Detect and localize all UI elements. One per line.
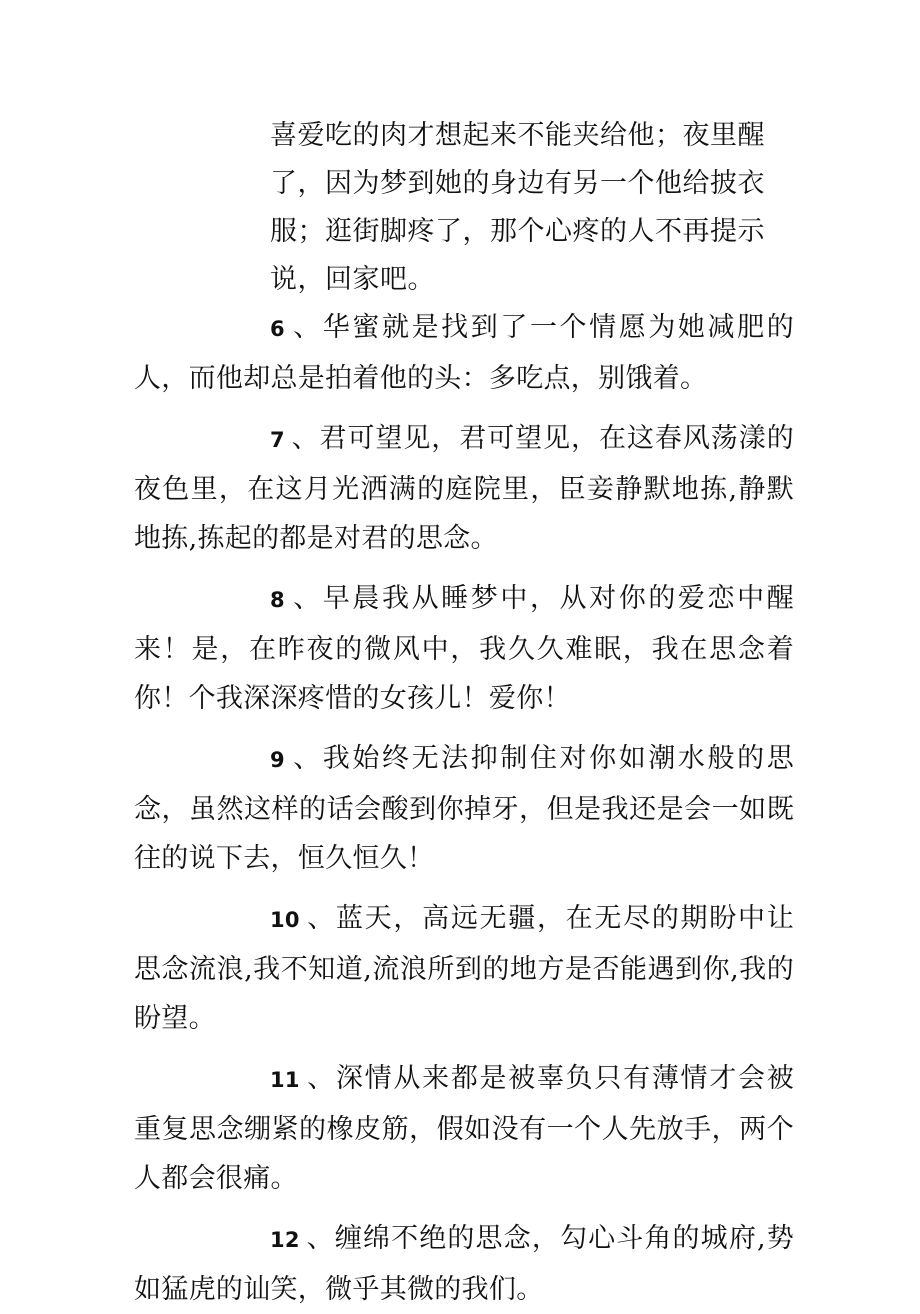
intro-line: 喜爱吃的肉才想起来不能夹给他；夜里醒	[270, 120, 765, 151]
item-text: 、我始终无法抑制住对你如潮水般的思念，虽然这样的话会酸到你掉牙，但是我还是会一如既往的说下去，恒久恒久！	[134, 743, 794, 874]
list-item	[134, 894, 794, 1043]
list-item	[134, 734, 794, 883]
list-item	[134, 414, 794, 563]
item-number: 11	[270, 1068, 300, 1092]
item-number: 6	[270, 317, 285, 341]
item-number: 9	[270, 748, 285, 772]
item-number: 8	[270, 588, 285, 612]
item-text: 、华蜜就是找到了一个情愿为她减肥的人，而他却总是拍着他的头：多吃点，别饿着。	[134, 312, 794, 394]
item-number: 10	[270, 908, 300, 932]
item-text: 、蓝天，高远无疆，在无尽的期盼中让思念流浪,我不知道,流浪所到的地方是否能遇到你,我的盼望。	[134, 903, 794, 1034]
item-number: 7	[270, 428, 285, 452]
item-number: 12	[270, 1228, 300, 1252]
intro-paragraph	[270, 112, 770, 304]
item-text: 、缠绵不绝的思念，勾心斗角的城府,势如猛虎的讪笑，微乎其微的我们。	[134, 1223, 794, 1305]
numbered-list	[134, 303, 794, 1314]
list-item	[134, 574, 794, 723]
intro-line: 了，因为梦到她的身边有另一个他给披衣	[270, 168, 765, 199]
item-text: 、早晨我从睡梦中，从对你的爱恋中醒来！是，在昨夜的微风中，我久久难眠，我在思念着你！个我深深疼惜的女孩儿！爱你！	[134, 583, 794, 714]
item-text: 、君可望见，君可望见，在这春风荡漾的夜色里，在这月光洒满的庭院里，臣妾静默地拣,静默地拣,拣起的都是对君的思念。	[134, 423, 794, 554]
list-item	[134, 303, 794, 403]
intro-line: 服；逛街脚疼了，那个心疼的人不再提示	[270, 216, 765, 247]
intro-line: 说，回家吧。	[270, 264, 435, 295]
item-text: 、深情从来都是被辜负只有薄情才会被重复思念绷紧的橡皮筋，假如没有一个人先放手，两个人都会很痛。	[134, 1063, 794, 1194]
list-item	[134, 1054, 794, 1203]
list-item	[134, 1214, 794, 1314]
